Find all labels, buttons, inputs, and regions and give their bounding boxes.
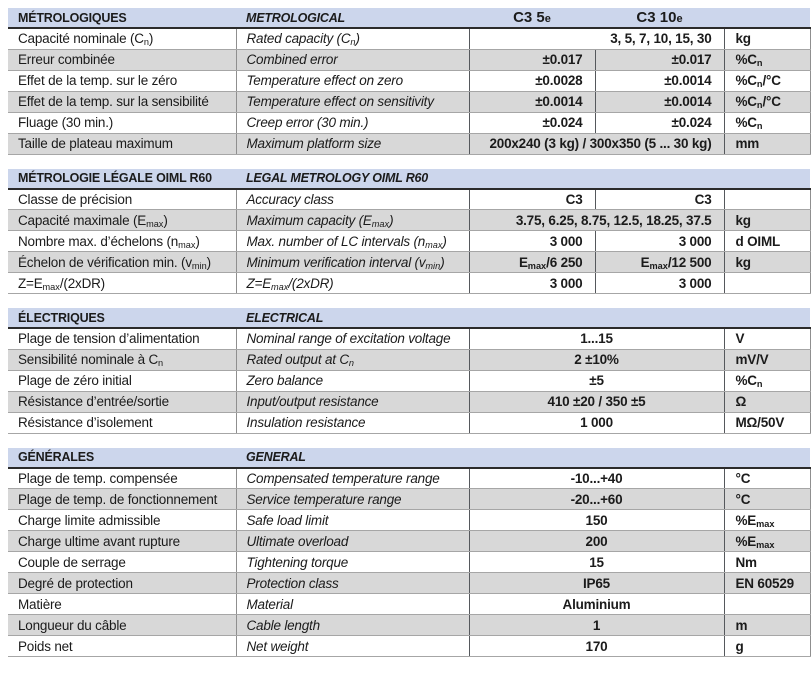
label-en: Safe load limit — [236, 510, 469, 531]
unit-cell — [724, 189, 810, 210]
label-fr: Effet de la temp. sur la sensibilité — [8, 91, 236, 112]
model-name-suffix: e — [676, 13, 683, 25]
value-model-1: ±0.017 — [469, 49, 595, 70]
value-model-1: ±0.024 — [469, 112, 595, 133]
value-merged: 1 000 — [469, 412, 724, 433]
value-merged: -20...+60 — [469, 489, 724, 510]
value-merged: 200 — [469, 531, 724, 552]
section-header-row — [8, 448, 810, 468]
label-fr: Capacité maximale $(E_{max})$ — [8, 210, 236, 231]
value-model-2: ±0.0014 — [595, 91, 724, 112]
unit-cell: °C — [724, 468, 810, 489]
label-fr: Poids net — [8, 636, 236, 657]
label-fr: Classe de précision — [8, 189, 236, 210]
label-fr: $Z=E_{max}/(2xDR)$ — [8, 273, 236, 294]
label-fr: Sensibilité nominale à $C_n$ — [8, 349, 236, 370]
label-en: Input/output resistance — [236, 391, 469, 412]
label-fr: Résistance d’isolement — [8, 412, 236, 433]
value-merged: 1...15 — [469, 328, 724, 349]
label-fr: Capacité nominale $(C_n)$ — [8, 28, 236, 49]
model-column-header — [469, 8, 595, 28]
label-en: Protection class — [236, 573, 469, 594]
label-fr: Résistance d’entrée/sortie — [8, 391, 236, 412]
spec-row — [8, 112, 810, 133]
spec-row — [8, 489, 810, 510]
spec-row — [8, 189, 810, 210]
label-en: Cable length — [236, 615, 469, 636]
value-merged: 3.75, 6.25, 8.75, 12.5, 18.25, 37.5 — [469, 210, 724, 231]
label-en: Creep error (30 min.) — [236, 112, 469, 133]
spec-row — [8, 349, 810, 370]
spec-row — [8, 615, 810, 636]
spec-row — [8, 133, 810, 154]
value-merged: Aluminium — [469, 594, 724, 615]
unit-cell: $\%E_{max}$ — [724, 531, 810, 552]
value-merged: 2 ±10% — [469, 349, 724, 370]
label-fr: Charge ultime avant rupture — [8, 531, 236, 552]
label-en: Temperature effect on zero — [236, 70, 469, 91]
unit-cell: $\%C_n$ — [724, 370, 810, 391]
spec-row — [8, 594, 810, 615]
label-en: Combined error — [236, 49, 469, 70]
unit-cell: $\%C_n/^\circ C$ — [724, 70, 810, 91]
label-en: Net weight — [236, 636, 469, 657]
label-fr: Matière — [8, 594, 236, 615]
value-merged: 200x240 (3 kg) / 300x350 (5 ... 30 kg) — [469, 133, 724, 154]
label-en: Minimum verification interval $(v_{min})$ — [236, 252, 469, 273]
spec-row — [8, 531, 810, 552]
unit-cell: V — [724, 328, 810, 349]
header-filler-cell — [469, 169, 810, 189]
spec-row — [8, 510, 810, 531]
value-model-1: ±0.0028 — [469, 70, 595, 91]
value-model-1: 3 000 — [469, 231, 595, 252]
value-model-2: ±0.024 — [595, 112, 724, 133]
value-merged: 3, 5, 7, 10, 15, 30 — [469, 28, 724, 49]
value-merged: 170 — [469, 636, 724, 657]
section-title-fr: ÉLECTRIQUES — [8, 308, 236, 328]
unit-cell: $\%C_n$ — [724, 112, 810, 133]
label-fr: Longueur du câble — [8, 615, 236, 636]
unit-cell: EN 60529 — [724, 573, 810, 594]
label-fr: Plage de zéro initial — [8, 370, 236, 391]
label-en: Rated capacity $(C_n)$ — [236, 28, 469, 49]
label-en: Zero balance — [236, 370, 469, 391]
unit-cell — [724, 594, 810, 615]
spec-row — [8, 552, 810, 573]
unit-cell: g — [724, 636, 810, 657]
value-model-1: C3 — [469, 189, 595, 210]
model-name-suffix: e — [544, 13, 551, 25]
spec-row — [8, 91, 810, 112]
value-model-2: 3 000 — [595, 273, 724, 294]
section-header-row — [8, 308, 810, 328]
spec-row — [8, 573, 810, 594]
section-title-en: METROLOGICAL — [236, 8, 469, 28]
unit-cell: m — [724, 615, 810, 636]
label-en: Material — [236, 594, 469, 615]
value-merged: 15 — [469, 552, 724, 573]
spec-sheet — [8, 8, 812, 657]
value-merged: 150 — [469, 510, 724, 531]
label-en: $Z=E_{max}/(2xDR)$ — [236, 273, 469, 294]
unit-cell: MΩ/50V — [724, 412, 810, 433]
label-fr: Plage de temp. de fonctionnement — [8, 489, 236, 510]
spec-row — [8, 328, 810, 349]
section-title-en: GENERAL — [236, 448, 469, 468]
label-fr: Plage de temp. compensée — [8, 468, 236, 489]
unit-cell: °C — [724, 489, 810, 510]
unit-cell: kg — [724, 28, 810, 49]
label-fr: Couple de serrage — [8, 552, 236, 573]
unit-cell: Ω — [724, 391, 810, 412]
label-en: Maximum capacity $(E_{max})$ — [236, 210, 469, 231]
label-en: Maximum platform size — [236, 133, 469, 154]
spec-row — [8, 231, 810, 252]
value-model-2: C3 — [595, 189, 724, 210]
unit-cell — [724, 273, 810, 294]
label-en: Tightening torque — [236, 552, 469, 573]
unit-cell: Nm — [724, 552, 810, 573]
spec-row — [8, 636, 810, 657]
unit-cell: $\%C_n$ — [724, 49, 810, 70]
label-fr: Taille de plateau maximum — [8, 133, 236, 154]
model-column-header — [595, 8, 724, 28]
label-en: Insulation resistance — [236, 412, 469, 433]
header-filler-cell — [469, 308, 810, 328]
value-merged: 1 — [469, 615, 724, 636]
label-fr: Effet de la temp. sur le zéro — [8, 70, 236, 91]
section-header-row — [8, 8, 810, 28]
value-model-2: 3 000 — [595, 231, 724, 252]
unit-cell: d OIML — [724, 231, 810, 252]
section-title-en: LEGAL METROLOGY OIML R60 — [236, 169, 469, 189]
section-title-fr: GÉNÉRALES — [8, 448, 236, 468]
label-en: Compensated temperature range — [236, 468, 469, 489]
value-merged: ±5 — [469, 370, 724, 391]
value-model-1: 3 000 — [469, 273, 595, 294]
unit-header-cell — [724, 8, 810, 28]
section-title-en: ELECTRICAL — [236, 308, 469, 328]
unit-cell: kg — [724, 252, 810, 273]
unit-cell: kg — [724, 210, 810, 231]
spec-section-table — [8, 169, 811, 295]
unit-cell: $\%E_{max}$ — [724, 510, 810, 531]
label-fr: Fluage (30 min.) — [8, 112, 236, 133]
spec-row — [8, 391, 810, 412]
value-model-1: $E_{max}/6$ 250 — [469, 252, 595, 273]
label-fr: Nombre max. d’échelons $(n_{max})$ — [8, 231, 236, 252]
model-name: C3 5 — [513, 9, 545, 26]
value-merged: 410 ±20 / 350 ±5 — [469, 391, 724, 412]
label-en: Ultimate overload — [236, 531, 469, 552]
unit-cell: mV/V — [724, 349, 810, 370]
label-en: Service temperature range — [236, 489, 469, 510]
unit-cell: mm — [724, 133, 810, 154]
label-en: Accuracy class — [236, 189, 469, 210]
spec-row — [8, 210, 810, 231]
value-merged: IP65 — [469, 573, 724, 594]
value-model-1: ±0.0014 — [469, 91, 595, 112]
value-merged: -10...+40 — [469, 468, 724, 489]
label-fr: Erreur combinée — [8, 49, 236, 70]
label-fr: Charge limite admissible — [8, 510, 236, 531]
spec-row — [8, 412, 810, 433]
spec-row — [8, 370, 810, 391]
label-en: Nominal range of excitation voltage — [236, 328, 469, 349]
spec-section-table — [8, 8, 811, 155]
value-model-2: ±0.017 — [595, 49, 724, 70]
header-filler-cell — [469, 448, 810, 468]
label-en: Rated output at $C_n$ — [236, 349, 469, 370]
spec-row — [8, 70, 810, 91]
section-title-fr: MÉTROLOGIE LÉGALE OIML R60 — [8, 169, 236, 189]
spec-row — [8, 252, 810, 273]
spec-row — [8, 468, 810, 489]
label-en: Temperature effect on sensitivity — [236, 91, 469, 112]
label-fr: Degré de protection — [8, 573, 236, 594]
spec-row — [8, 28, 810, 49]
section-title-fr: MÉTROLOGIQUES — [8, 8, 236, 28]
label-en: Max. number of LC intervals $(n_{max})$ — [236, 231, 469, 252]
value-model-2: ±0.0014 — [595, 70, 724, 91]
label-fr: Plage de tension d’alimentation — [8, 328, 236, 349]
label-fr: Échelon de vérification min. $(v_{min})$ — [8, 252, 236, 273]
spec-section-table — [8, 308, 811, 434]
unit-cell: $\%C_n/^\circ C$ — [724, 91, 810, 112]
spec-section-table — [8, 448, 811, 658]
model-name: C3 10 — [636, 9, 677, 26]
spec-row — [8, 273, 810, 294]
section-header-row — [8, 169, 810, 189]
spec-row — [8, 49, 810, 70]
value-model-2: $E_{max}/12$ 500 — [595, 252, 724, 273]
